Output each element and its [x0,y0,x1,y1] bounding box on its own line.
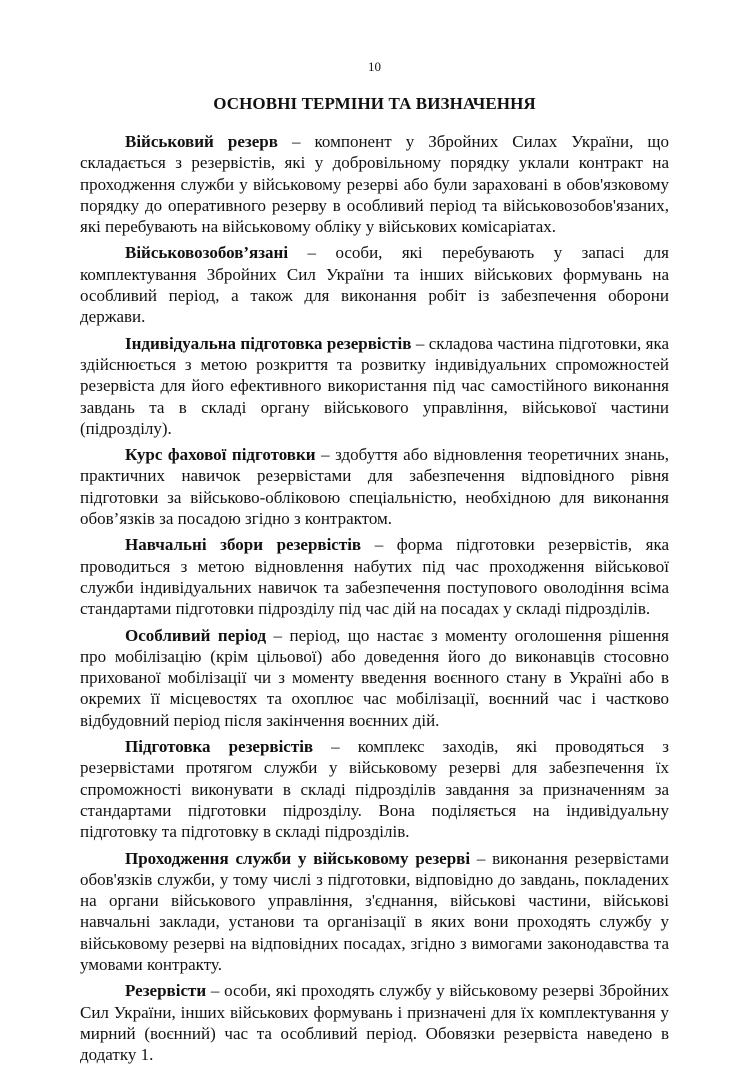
definition-text: – особи, які проходять службу у військовому резерві Збройних Сил України, інших військових формувань і призначені для їх комплектування у мирний (воєнний) час та особливий період. Обовязки резервіста наведено в додатку 1. [80,981,669,1065]
term: Військовий резерв [125,132,278,151]
term: Військовозобов’язані [125,243,289,263]
definition-text: – форма підготовки резервістів, яка проводиться з метою відновлення набутих під час проходження військової служби індивідуальних навичок та забезпечення поступового оволодіння всіма стандартами підготовки підрозділу під час дій на посадах у складі підрозділів. [80,535,669,619]
term: Курс фахової підготовки [125,445,316,465]
term: Підготовка резервістів [125,737,314,757]
term: Проходження служби у військовому резерві [125,848,471,868]
page-title: ОСНОВНІ ТЕРМІНИ ТА ВИЗНАЧЕННЯ [213,94,536,113]
definition-entry [80,131,669,237]
definition-entry [80,848,669,976]
definition-entry [80,534,669,619]
definition-text: – комплекс заходів, які проводяться з резервістами протягом служби у військовому резерві для забезпечення їх спроможності виконувати в складі підрозділів завдання за призначенням за стандартами підготовки підрозділу. Вона поділяється на індивідуальну підготовку та підготовку в складі підрозділів. [80,737,670,842]
definition-text: – компонент у Збройних Силах України, що складається з резервістів, які у добровільному порядку уклали контракт на проходження служби у військовому резерві або були зараховані в обов'язковому порядку до оперативного резерву в особливий період та військовозобов'язаних, які перебувають на військовому обліку у військових комісаріатах. [80,132,669,237]
definition-entry [80,625,669,731]
definition-entry [80,333,669,439]
term: Індивідуальна підготовка резервістів [125,333,412,353]
document-page [80,58,669,1070]
definition-text: – складова частина підготовки, яка здійснюється з метою розкриття та розвитку індивідуальних спроможностей резервіста для його ефективного використання під час самостійного виконання завдань та в складі органу військового управління, військової частини (підрозділу). [80,333,669,438]
definition-text: – період, що настає з моменту оголошення рішення про мобілізацію (крім цільової) або доведення його до виконавців стосовно прихованої мобілізації чи з моменту введення воєнного стану в Україні або в окремих її місцевостях та охоплює час мобілізації, воєнний час і частково відбудовний період після закінчення воєнних дій. [80,625,670,730]
definition-text: – здобуття або відновлення теоретичних знань, практичних навичок резервістами для забезпечення відповідного рівня підготовки за військово-обліковою спеціальністю, необхідною для виконання обов’язків за посадою згідно з контрактом. [80,445,670,529]
definition-entry [80,242,669,327]
term: Резервісти [125,981,207,1001]
page-number: 10 [368,59,381,74]
definition-entry [80,444,669,529]
definition-text: – виконання резервістами обов'язків служби, у тому числі з підготовки, відповідно до завдань, покладених на органи військового управління, з'єднання, військові частини, військові навчальні заклади, установи та організації в яких вони проходять службу у військовому резерві на відповідних посадах, згідно з вимогами законодавства та умовами контракту. [80,848,669,974]
definition-entry [80,736,669,842]
term: Особливий період [125,625,267,645]
term: Навчальні збори резервістів [125,535,362,555]
definition-entry [80,980,669,1065]
definition-text: – особи, які перебувають у запасі для комплектування Збройних Сил України та інших військових формувань на особливий період, а також для виконання робіт із забезпечення оборони держави. [80,243,669,327]
